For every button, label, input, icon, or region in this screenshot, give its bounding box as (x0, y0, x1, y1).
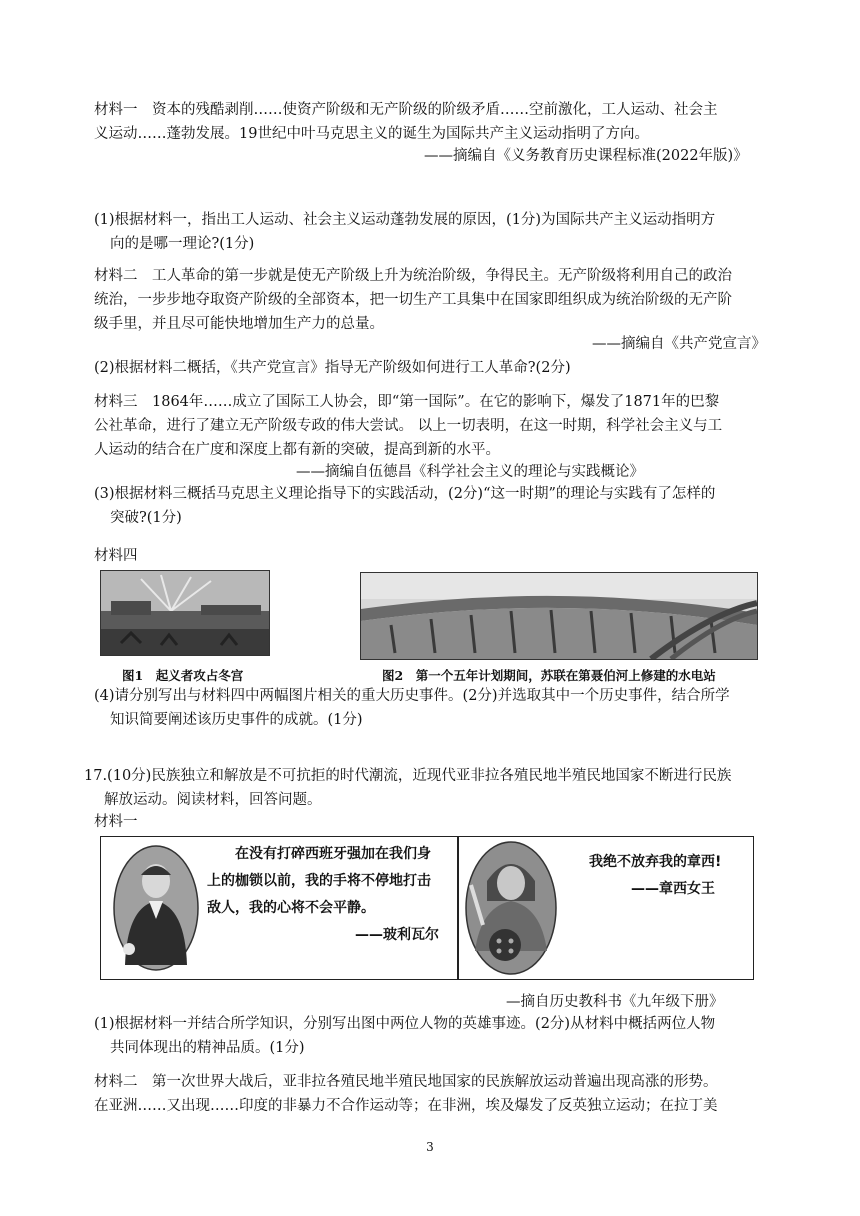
q17-sub1-line2: 共同体现出的精神品质。(1分) (110, 1040, 305, 1056)
material1-source: ——摘编自《义务教育历史课程标准(2022年版)》 (424, 148, 748, 164)
q1-line1: (1)根据材料一，指出工人运动、社会主义运动蓬勃发展的原因，(1分)为国际共产主义运动指明方 (94, 212, 716, 228)
queen-quote-line1: 我绝不放弃我的章西! (589, 854, 722, 870)
material3-line2: 公社革命，进行了建立无产阶级专政的伟大尝试。 以上一切表明，在这一时期，科学社会主义与工 (94, 418, 723, 434)
material2-line2: 统治，一步步地夺取资产阶级的全部资本，把一切生产工具集中在国家即组织成为统治阶级的无产阶 (94, 292, 732, 308)
dnieper-dam-photo (360, 572, 758, 660)
q2-line1: (2)根据材料二概括，《共产党宣言》指导无产阶级如何进行工人革命?(2分) (94, 360, 571, 376)
q3-line2: 突破?(1分) (110, 510, 182, 526)
fig2-caption: 图2 第一个五年计划期间，苏联在第聂伯河上修建的水电站 (382, 668, 716, 683)
heroes-panel (100, 836, 754, 980)
q1-line2: 向的是哪一理论?(1分) (110, 236, 255, 252)
material1-line2: 义运动……蓬勃发展。19世纪中叶马克思主义的诞生为国际共产主义运动指明了方向。 (94, 126, 649, 142)
bolivar-quote-line3: 敌人，我的心将不会平静。 (207, 900, 375, 916)
page-number: 3 (426, 1140, 434, 1154)
winter-palace-illustration (101, 571, 269, 655)
q17-sub1-line1: (1)根据材料一并结合所学知识，分别写出图中两位人物的英雄事迹。(2分)从材料中概括两位人物 (94, 1016, 716, 1032)
material4-label: 材料四 (94, 548, 138, 564)
winter-palace-photo (100, 570, 270, 656)
queen-quote-attribution: ——章西女王 (631, 881, 715, 897)
material3-source: ——摘编自伍德昌《科学社会主义的理论与实践概论》 (296, 464, 644, 480)
q17-material2-line2: 在亚洲……又出现……印度的非暴力不合作运动等；在非洲，埃及爆发了反英独立运动；在拉丁美 (94, 1098, 718, 1114)
q17-line1: 17.(10分)民族独立和解放是不可抗拒的时代潮流，近现代亚非拉各殖民地半殖民地国家不断进行民族 (84, 768, 732, 784)
q17-material1-source: —摘自历史教科书《九年级下册》 (506, 994, 724, 1010)
bolivar-quote-line2: 上的枷锁以前，我的手将不停地打击 (207, 873, 431, 889)
material3-line3: 人运动的结合在广度和深度上都有新的突破，提高到新的水平。 (94, 442, 500, 458)
material3-line1: 材料三 1864年……成立了国际工人协会，即“第一国际”。在它的影响下，爆发了1871年的巴黎 (94, 394, 720, 410)
q17-material1-label: 材料一 (94, 814, 138, 830)
q4-line2: 知识简要阐述该历史事件的成就。(1分) (110, 712, 363, 728)
q4-line1: (4)请分别写出与材料四中两幅图片相关的重大历史事件。(2分)并选取其中一个历史事件，结合所学 (94, 688, 730, 704)
bolivar-portrait (113, 845, 199, 971)
rani-lakshmibai-portrait (465, 841, 557, 975)
material2-line1: 材料二 工人革命的第一步就是使无产阶级上升为统治阶级，争得民主。无产阶级将利用自己的政治 (94, 268, 732, 284)
q3-line1: (3)根据材料三概括马克思主义理论指导下的实践活动，(2分)“这一时期”的理论与实践有了怎样的 (94, 486, 716, 502)
material1-line1: 材料一 资本的残酷剥削……使资产阶级和无产阶级的阶级矛盾……空前激化，工人运动、社会主 (94, 102, 718, 118)
q17-line2: 解放运动。阅读材料，回答问题。 (104, 792, 322, 808)
bolivar-quote-attribution: ——玻利瓦尔 (355, 927, 439, 943)
panel-divider (457, 837, 459, 979)
bolivar-quote-line1: 在没有打碎西班牙强加在我们身 (235, 846, 431, 862)
q17-material2-line1: 材料二 第一次世界大战后，亚非拉各殖民地半殖民地国家的民族解放运动普遍出现高涨的形势。 (94, 1074, 718, 1090)
material2-line3: 级手里，并且尽可能快地增加生产力的总量。 (94, 316, 384, 332)
material2-source: ——摘编自《共产党宣言》 (592, 336, 766, 352)
dnieper-dam-illustration (361, 573, 757, 659)
fig1-caption: 图1 起义者攻占冬宫 (122, 668, 244, 683)
